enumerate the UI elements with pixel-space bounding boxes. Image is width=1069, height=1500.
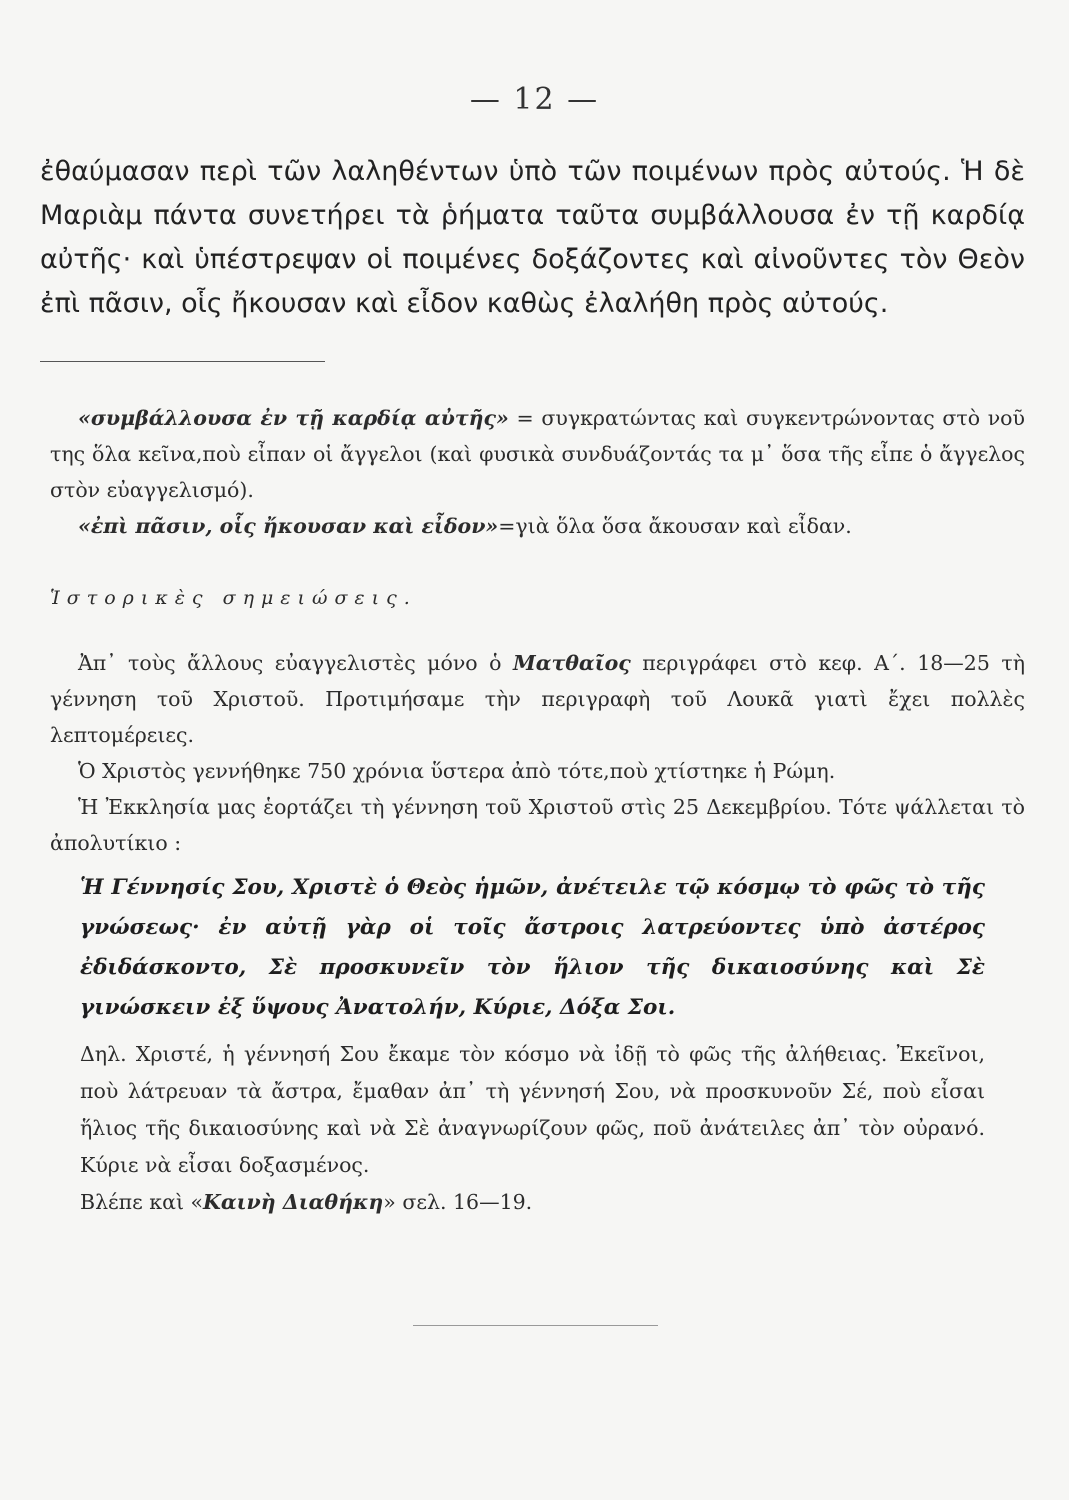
page-number: — 12 — [469, 82, 600, 117]
glossary-definition-2: =γιὰ ὅλα ὅσα ἄκουσαν καὶ εἶδαν. [498, 514, 852, 538]
bottom-divider [413, 1325, 658, 1326]
hymn-text: Ἡ Γέννησίς Σου, Χριστὲ ὁ Θεὸς ἡμῶν, ἀνέτειλε τῷ κόσμῳ τὸ φῶς τὸ τῆς γνώσεως· ἐν αὐτῇ γὰρ οἱ τοῖς ἄστροις λατρεύοντες ὑπὸ ἀστέρος ἐδιδάσκοντο, Σὲ προσκυνεῖν τὸν ἥλιον τῆς δικαιοσύνης καὶ Σὲ γινώσκειν ἐξ ὕψους Ἀνατολήν, Κύριε, Δόξα Σοι. [80, 875, 985, 1020]
glossary-entry-2 [50, 508, 1025, 544]
gospel-passage [40, 150, 1025, 326]
historical-p1-start: Ἀπ᾽ τοὺς ἄλλους εὐαγγελιστὲς μόνο ὁ [78, 651, 513, 675]
apolytikion-hymn [80, 868, 985, 1028]
historical-paragraph-2: Ὁ Χριστὸς γεννήθηκε 750 χρόνια ὕστερα ἀπὸ τότε,ποὺ χτίστηκε ἡ Ρώμη. [78, 759, 836, 783]
see-also-line [80, 1184, 985, 1221]
see-also-suffix: » σελ. 16—19. [383, 1190, 533, 1214]
historical-heading: Ἱστορικὲς σημειώσεις. [50, 587, 417, 609]
historical-paragraph-3: Ἡ Ἐκκλησία μας ἑορτάζει τὴ γέννηση τοῦ Χριστοῦ στὶς 25 Δεκεμβρίου. Τότε ψάλλεται τὸ ἀπολυτίκιο : [50, 795, 1025, 855]
historical-heading-block [50, 580, 1025, 616]
matthew-name: Ματθαῖος [513, 651, 631, 675]
section-divider [40, 361, 325, 362]
glossary-definition-1: = συγκρατώντας καὶ συγκεντρώνοντας στὸ νοῦ της ὅλα κεῖνα,ποὺ εἶπαν οἱ ἄγγελοι (καὶ φυσικὰ συνδυάζοντάς τα μ᾽ ὅσα τῆς εἶπε ὁ ἄγγελος στὸν εὐαγγελισμό). [50, 406, 1025, 502]
see-also-prefix: Βλέπε καὶ « [80, 1190, 204, 1214]
historical-notes [50, 645, 1025, 861]
gospel-text: ἐθαύμασαν περὶ τῶν λαληθέντων ὑπὸ τῶν ποιμένων πρὸς αὐτούς. Ἡ δὲ Μαριὰμ πάντα συνετήρει τὰ ῥήματα ταῦτα συμβάλλουσα ἐν τῇ καρδίᾳ αὐτῆς· καὶ ὑπέστρεψαν οἱ ποιμένες δοξάζοντες καὶ αἰνοῦντες τὸν Θεὸν ἐπὶ πᾶσιν, οἷς ἤκουσαν καὶ εἶδον καθὼς ἐλαλήθη πρὸς αὐτούς. [40, 156, 1025, 319]
glossary-notes [50, 400, 1025, 544]
historical-paragraph-1 [50, 645, 1025, 753]
hymn-explanation [80, 1036, 985, 1221]
glossary-term-1: «συμβάλλουσα ἐν τῇ καρδίᾳ αὐτῆς» [78, 406, 509, 430]
glossary-entry-1 [50, 400, 1025, 508]
glossary-term-2: «ἐπὶ πᾶσιν, οἷς ἤκουσαν καὶ εἶδον» [78, 514, 499, 538]
see-also-title: Καινὴ Διαθήκη [203, 1190, 384, 1214]
explanation-text: Δηλ. Χριστέ, ἡ γέννησή Σου ἔκαμε τὸν κόσμο νὰ ἰδῇ τὸ φῶς τῆς ἀλήθειας. Ἐκεῖνοι, ποὺ λάτρευαν τὰ ἄστρα, ἔμαθαν ἀπ᾽ τὴ γέννησή Σου, νὰ προσκυνοῦν Σέ, ποὺ εἶσαι ἥλιος τῆς δικαιοσύνης καὶ νὰ Σὲ ἀναγνωρίζουν φῶς, ποῦ ἀνάτειλες ἀπ᾽ τὸν οὐρανό. Κύριε νὰ εἶσαι δοξασμένος. [80, 1042, 985, 1177]
historical-p1-end: περιγράφει στὸ κεφ. Α΄. 18—25 τὴ γέννηση τοῦ Χριστοῦ. Προτιμήσαμε τὴν περιγραφὴ τοῦ Λουκᾶ γιατὶ ἔχει πολλὲς λεπτομέρειες. [50, 651, 1025, 747]
